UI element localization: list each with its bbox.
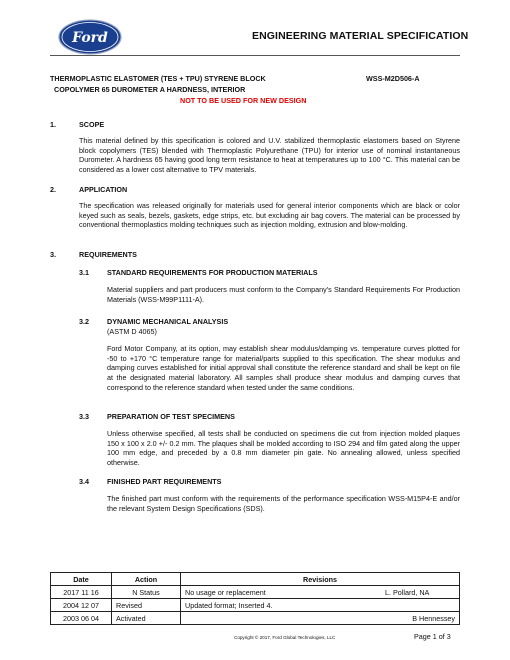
table-row (51, 612, 460, 625)
revision-table (50, 572, 460, 625)
revision-author: B Hennessey (412, 613, 455, 623)
date-column-header: Date (51, 573, 112, 586)
subsection-3-4-number: 3.4 (79, 477, 89, 486)
subsection-3-3-body: Unless otherwise specified, all tests shall be conducted on specimens die cut from injection molded plaques 150 x 100 x 2.0 +/- 0.2 mm. The plaques shall be molded according to ISO 294 and film gated along the upper 100 mm edge, and preceded by a 0.8 mm diameter pin gate. No annealing allowed, unless specified otherwise. (107, 429, 460, 468)
subsection-3-2-reference: (ASTM D 4065) (107, 327, 157, 336)
section-2-number: 2. (50, 185, 56, 194)
subsection-3-1-title: STANDARD REQUIREMENTS FOR PRODUCTION MATERIALS (107, 268, 318, 277)
revision-date: 2004 12 07 (51, 599, 112, 612)
table-row (51, 599, 460, 612)
revision-action: N Status (112, 586, 181, 599)
section-3-title: REQUIREMENTS (79, 250, 137, 259)
revision-description: No usage or replacement (185, 587, 266, 597)
revision-table-header (51, 573, 460, 586)
revision-entry (181, 586, 460, 599)
copyright-notice: Copyright © 2017, Ford Global Technologies, LLC (234, 635, 336, 640)
ford-logo (58, 19, 122, 55)
ford-logo-text: Ford (72, 30, 108, 46)
revision-entry (181, 599, 460, 612)
subsection-3-4-body: The finished part must conform with the requirements of the performance specification WSS-M15P4-E and/or the relevant System Design Specifications (SDS). (107, 494, 460, 513)
subsection-3-1-body: Material suppliers and part producers must conform to the Company's Standard Requirements For Production Materials (WSS-M99P1111-A). (107, 285, 460, 304)
action-column-header: Action (112, 573, 181, 586)
revision-action: Activated (112, 612, 181, 625)
doc-title-line2: COPOLYMER 65 DUROMETER A HARDNESS, INTERIOR (54, 85, 246, 94)
revision-entry (181, 612, 460, 625)
subsection-3-4-title: FINISHED PART REQUIREMENTS (107, 477, 222, 486)
section-2-body: The specification was released originally for materials used for general interior components which are black or color keyed such as seals, bezels, gaskets, edge strips, etc. but excluding air bag covers. The material can be processed by conventional thermoplastics molding techniques such as injection molding, extrusion and blow-molding. (79, 201, 460, 230)
page-number: Page 1 of 3 (414, 632, 451, 641)
subsection-3-3-number: 3.3 (79, 412, 89, 421)
section-1-title: SCOPE (79, 120, 105, 129)
subsection-3-2-number: 3.2 (79, 317, 89, 326)
header-divider (50, 55, 460, 56)
doc-title-line1: THERMOPLASTIC ELASTOMER (TES + TPU) STYRENE BLOCK (50, 74, 266, 83)
section-2-title: APPLICATION (79, 185, 128, 194)
subsection-3-2-body: Ford Motor Company, at its option, may establish shear modulus/damping vs. temperature curves plotted for -50 to +170 °C temperature range for material/parts supplied to this specification. The shear modulus and damping curves established for initial approval shall constitute the reference standard and shall be kept on file at the designated material laboratory. All samples shall produce shear modulus and damping curves that correspond to the reference standard when tested under the same conditions. (107, 344, 460, 392)
subsection-3-1-number: 3.1 (79, 268, 89, 277)
subsection-3-3-title: PREPARATION OF TEST SPECIMENS (107, 412, 235, 421)
not-for-new-design-notice: NOT TO BE USED FOR NEW DESIGN (180, 96, 307, 105)
header-title: ENGINEERING MATERIAL SPECIFICATION (252, 30, 469, 42)
revisions-column-header: Revisions (181, 573, 460, 586)
revision-description: Updated format; Inserted 4. (185, 600, 273, 610)
subsection-3-2-title: DYNAMIC MECHANICAL ANALYSIS (107, 317, 229, 326)
revision-action: Revised (112, 599, 181, 612)
section-1-body: This material defined by this specification is colored and U.V. stabilized thermoplastic elastomers based on Styrene block copolymers (TES) blended with Thermoplastic Polyurethane (TPU) for interior use of nominal instantaneous Durometer. A hardness 65 having good long term resistance to heat at temperatures up to 100 °C. This material can be considered as a lower cost alternative to TPV materials. (79, 136, 460, 175)
revision-author: L. Pollard, NA (385, 588, 430, 597)
section-3-number: 3. (50, 250, 56, 259)
revision-date: 2017 11 16 (51, 586, 112, 599)
spec-number: WSS-M2D506-A (366, 74, 420, 83)
revision-date: 2003 06 04 (51, 612, 112, 625)
section-1-number: 1. (50, 120, 56, 129)
table-row (51, 586, 460, 599)
